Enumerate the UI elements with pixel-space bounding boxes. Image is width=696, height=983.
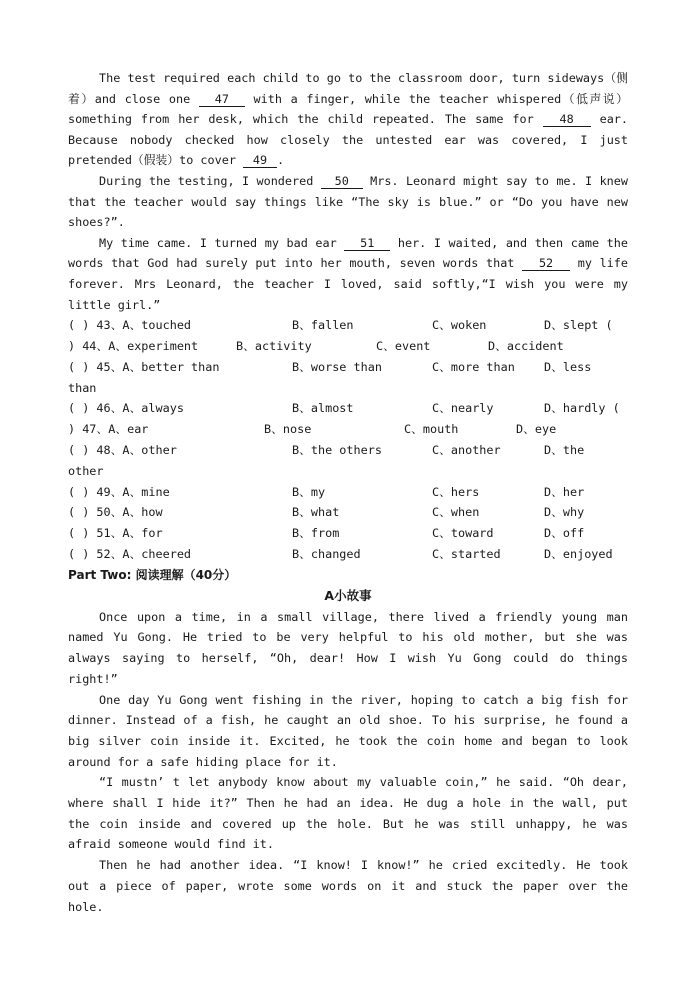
blank-47: 47	[199, 92, 245, 107]
option-row-50	[68, 502, 628, 523]
option-c: C、when	[432, 505, 480, 520]
option-row-51	[68, 523, 628, 544]
text: My time came. I turned my bad ear	[99, 235, 345, 250]
option-b: B、the others	[292, 442, 382, 457]
text: Mrs. Leonard might say to me. I knew that the teacher would say things like “The sky is blue.” or “Do you have new shoes?”.	[68, 173, 628, 230]
option-d: D、slept (	[544, 318, 613, 333]
option-c: C、mouth	[404, 422, 459, 437]
option-row-49	[68, 482, 628, 503]
story-paragraph: “I mustn’ t let anybody know about my valuable coin,” he said. “Oh dear, where shall I hide it?” Then he had an idea. He dug a hole in the wall, put the coin inside and covered up the hole. But he was still unhappy, he was afraid someone would find it.	[68, 775, 628, 852]
cloze-paragraph-2	[68, 171, 628, 233]
option-d: D、accident	[488, 338, 564, 353]
story-title: A小故事	[324, 587, 372, 603]
option-a: ( ) 51、A、for	[68, 526, 163, 541]
blank-52: 52	[522, 256, 570, 271]
option-row-43	[68, 315, 628, 336]
text: her. I waited, and then came the words that God had surely put into her mouth, seven words that	[68, 235, 628, 271]
cloze-paragraph-1	[68, 68, 628, 171]
text: with a finger, while the teacher whispered（低声说）something from her desk, which the child repeated. The same for	[68, 91, 628, 127]
option-a: ( ) 49、A、mine	[68, 484, 170, 499]
text: The test required each child to go to the classroom door, turn sideways（侧着）and close one	[68, 71, 628, 106]
option-d: D、why	[544, 505, 585, 520]
option-a: ( ) 45、A、better than	[68, 359, 220, 374]
story-paragraph: Then he had another idea. “I know! I know!” he cried excitedly. He took out a piece of paper, wrote some words on it and stuck the paper over the hole.	[68, 858, 628, 914]
option-b: B、what	[292, 505, 340, 520]
option-d: D、her	[544, 484, 585, 499]
option-wrap-48: other	[68, 463, 104, 478]
text: ear. Because nobody checked how closely the untested ear was covered, I just pretended（假装）to cover	[68, 112, 628, 168]
option-c: C、toward	[432, 526, 494, 541]
option-b: B、from	[292, 526, 340, 541]
option-row-52	[68, 544, 628, 565]
cloze-paragraph-3	[68, 233, 628, 315]
option-c: C、event	[376, 338, 431, 353]
option-row-45	[68, 357, 628, 378]
option-a: ( ) 46、A、always	[68, 401, 184, 416]
option-a: ( ) 48、A、other	[68, 442, 177, 457]
blank-51: 51	[344, 236, 390, 251]
option-b: B、activity	[236, 338, 312, 353]
option-c: C、more than	[432, 359, 515, 374]
story-paragraph: Once upon a time, in a small village, there lived a friendly young man named Yu Gong. He tried to be very helpful to his old mother, but she was always saying to herself, “Oh, dear! How I wish Yu Gong could do things right!”	[68, 609, 628, 686]
option-c: C、woken	[432, 318, 487, 333]
text: During the testing, I wondered	[99, 173, 321, 188]
text: .	[277, 153, 285, 168]
blank-49: 49	[243, 153, 277, 168]
text: my life forever. Mrs Leonard, the teacher I loved, said softly,“I wish you were my little girl.”	[68, 256, 628, 312]
option-c: C、started	[432, 546, 501, 561]
option-b: B、my	[292, 484, 326, 499]
option-b: B、changed	[292, 546, 361, 561]
blank-48: 48	[543, 112, 591, 127]
option-b: B、almost	[292, 401, 354, 416]
option-d: D、less	[544, 359, 592, 374]
option-c: C、nearly	[432, 401, 494, 416]
option-row-44	[68, 336, 628, 357]
option-b: B、fallen	[292, 318, 354, 333]
option-d: D、enjoyed	[544, 546, 613, 561]
option-d: D、the	[544, 442, 585, 457]
blank-50: 50	[321, 174, 363, 189]
option-c: C、another	[432, 442, 501, 457]
option-d: D、off	[544, 526, 585, 541]
option-wrap-45: than	[68, 380, 97, 395]
document-page	[68, 68, 628, 917]
option-row-48	[68, 440, 628, 461]
option-d: D、hardly (	[544, 401, 620, 416]
option-b: B、worse than	[292, 359, 382, 374]
option-d: D、eye	[516, 422, 557, 437]
options-list	[68, 315, 628, 565]
option-row-46	[68, 398, 628, 419]
option-row-47	[68, 419, 628, 440]
story-paragraph: One day Yu Gong went fishing in the river, hoping to catch a big fish for dinner. Instead of a fish, he caught an old shoe. To his surprise, he found a big silver coin inside it. Excited, he took the coin home and began to look around for a safe hiding place for it.	[68, 692, 628, 769]
option-b: B、nose	[264, 422, 312, 437]
story-text	[68, 607, 628, 918]
option-a: ) 44、A、experiment	[68, 338, 199, 353]
option-a: ) 47、A、ear	[68, 422, 149, 437]
section-heading: Part Two: 阅读理解（40分）	[68, 567, 237, 582]
option-a: ( ) 43、A、touched	[68, 318, 192, 333]
option-a: ( ) 50、A、how	[68, 505, 163, 520]
option-a: ( ) 52、A、cheered	[68, 546, 192, 561]
option-c: C、hers	[432, 484, 480, 499]
